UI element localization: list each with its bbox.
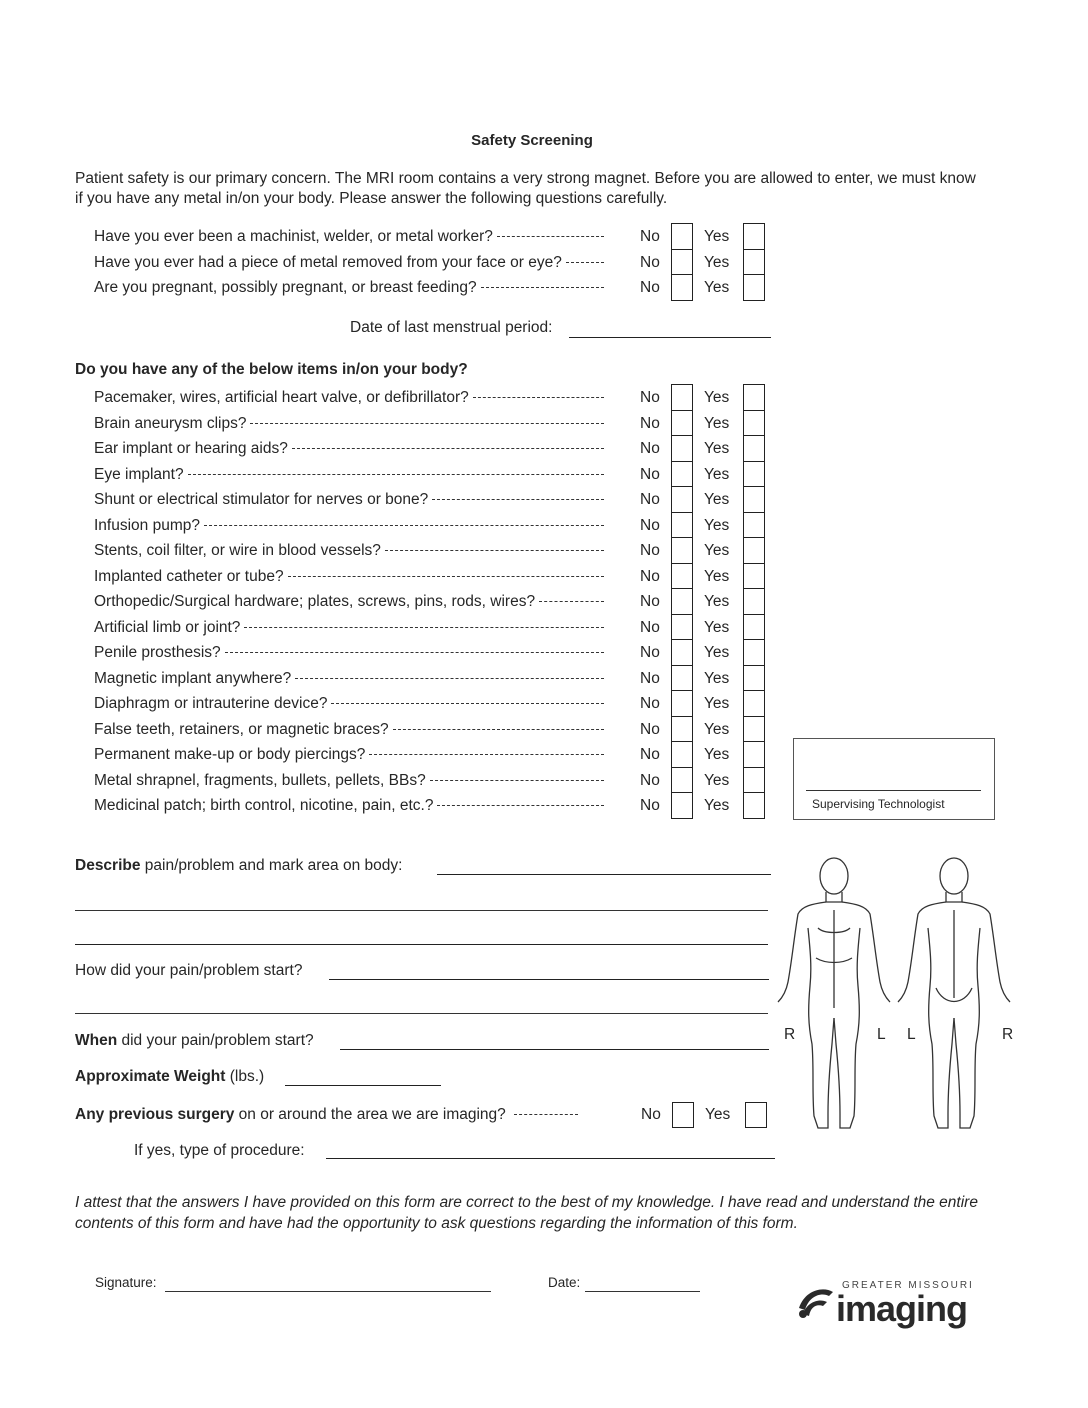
dotted-leader	[244, 627, 604, 628]
item-no-label: No	[640, 542, 660, 559]
surgery-yes-label: Yes	[705, 1106, 731, 1123]
technologist-signature-line	[806, 790, 981, 791]
describe-field-line-2[interactable]	[75, 910, 768, 911]
item-yes-label: Yes	[704, 465, 730, 483]
item-question-label: Penile prosthesis?	[94, 644, 221, 661]
dotted-leader	[188, 474, 604, 475]
item-yes-label: Yes	[704, 414, 730, 432]
item-no-label: No	[640, 771, 660, 789]
item-no-checkbox[interactable]	[671, 563, 693, 590]
logo-wordmark: imaging	[836, 1288, 968, 1329]
surgery-yes-checkbox[interactable]	[745, 1102, 767, 1128]
logo-tagline: GREATER MISSOURI	[842, 1280, 974, 1291]
body-front-figure	[778, 858, 890, 1128]
when-label: When did your pain/problem start?	[75, 1032, 314, 1049]
item-question-label: Permanent make-up or body piercings?	[94, 746, 366, 763]
item-question	[94, 593, 604, 611]
surgery-no-label: No	[641, 1106, 661, 1123]
item-question-label: Pacemaker, wires, artificial heart valve, or defibrillator?	[94, 389, 469, 406]
dotted-leader	[393, 729, 604, 730]
body-label-l-front: L	[877, 1026, 886, 1043]
item-no-label: No	[640, 567, 660, 585]
dotted-leader	[288, 576, 604, 577]
dotted-leader	[473, 397, 604, 398]
dotted-leader	[437, 805, 604, 806]
item-question	[94, 415, 604, 433]
item-yes-checkbox[interactable]	[743, 639, 765, 666]
item-no-checkbox[interactable]	[671, 410, 693, 437]
item-yes-checkbox[interactable]	[743, 512, 765, 539]
dotted-leader	[250, 423, 604, 424]
item-no-checkbox[interactable]	[671, 767, 693, 794]
body-label-l-back: L	[907, 1026, 916, 1043]
item-question	[94, 797, 604, 815]
how-field[interactable]	[329, 979, 769, 980]
item-yes-label: Yes	[704, 644, 730, 661]
item-no-label: No	[640, 516, 660, 534]
item-no-checkbox[interactable]	[671, 741, 693, 768]
page-title: Safety Screening	[471, 132, 593, 149]
item-no-checkbox[interactable]	[671, 665, 693, 692]
item-no-checkbox[interactable]	[671, 588, 693, 615]
item-yes-label: Yes	[704, 389, 730, 406]
item-question-label: Shunt or electrical stimulator for nerves or bone?	[94, 491, 429, 508]
item-yes-label: Yes	[704, 491, 730, 508]
surgery-no-checkbox[interactable]	[672, 1102, 694, 1128]
item-question	[94, 568, 604, 586]
item-question-label: Stents, coil filter, or wire in blood vessels?	[94, 542, 381, 559]
attestation-text: I attest that the answers I have provided on this form are correct to the best of my knowledge. I have read and understand the entire contents of this form and have had the opportunity to ask questions regarding the information of this form.	[75, 1194, 978, 1232]
item-question-label: Ear implant or hearing aids?	[94, 440, 288, 457]
item-no-label: No	[640, 593, 660, 610]
item-no-label: No	[640, 491, 660, 508]
item-question	[94, 721, 604, 739]
item-yes-label: Yes	[704, 797, 730, 814]
item-yes-checkbox[interactable]	[743, 461, 765, 488]
item-yes-checkbox[interactable]	[743, 690, 765, 717]
item-no-label: No	[640, 618, 660, 636]
item-question-label: Infusion pump?	[94, 516, 200, 534]
dotted-leader	[566, 262, 604, 263]
item-no-label: No	[640, 414, 660, 432]
weight-label: Approximate Weight (lbs.)	[75, 1068, 265, 1085]
signature-field[interactable]	[165, 1291, 491, 1292]
item-no-label: No	[640, 720, 660, 738]
intro-text: Patient safety is our primary concern. The MRI room contains a very strong magnet. Before you are allowed to enter, we must know if you have any metal in/on your body. Please answer the following questions carefully.	[75, 170, 976, 207]
item-question	[94, 772, 604, 790]
item-no-checkbox[interactable]	[671, 614, 693, 641]
item-no-checkbox[interactable]	[671, 384, 693, 411]
item-question-label: Implanted catheter or tube?	[94, 567, 284, 585]
item-yes-checkbox[interactable]	[743, 741, 765, 768]
dotted-leader	[385, 550, 604, 551]
general-yes-label: Yes	[704, 279, 730, 296]
signature-label: Signature:	[95, 1275, 157, 1290]
dotted-leader	[481, 287, 604, 288]
procedure-label: If yes, type of procedure:	[134, 1142, 305, 1159]
item-question	[94, 542, 604, 560]
item-no-checkbox[interactable]	[671, 639, 693, 666]
item-yes-checkbox[interactable]	[743, 563, 765, 590]
item-question-label: Metal shrapnel, fragments, bullets, pellets, BBs?	[94, 771, 426, 789]
item-question-label: Eye implant?	[94, 465, 184, 483]
item-yes-checkbox[interactable]	[743, 435, 765, 462]
item-yes-label: Yes	[704, 440, 730, 457]
item-no-checkbox[interactable]	[671, 690, 693, 717]
item-no-label: No	[640, 465, 660, 483]
item-question	[94, 389, 604, 407]
general-yes-checkbox[interactable]	[743, 249, 765, 276]
body-label-r-front: R	[784, 1026, 796, 1043]
item-no-checkbox[interactable]	[671, 486, 693, 513]
general-question	[94, 279, 604, 297]
item-no-label: No	[640, 746, 660, 763]
procedure-field[interactable]	[326, 1158, 775, 1159]
item-yes-label: Yes	[704, 542, 730, 559]
weight-field[interactable]	[285, 1085, 441, 1086]
item-yes-checkbox[interactable]	[743, 716, 765, 743]
dotted-leader	[430, 780, 604, 781]
item-yes-checkbox[interactable]	[743, 384, 765, 411]
general-no-checkbox[interactable]	[671, 274, 693, 301]
item-yes-label: Yes	[704, 618, 730, 636]
general-no-checkbox[interactable]	[671, 249, 693, 276]
how-label: How did your pain/problem start?	[75, 962, 303, 979]
general-question-label: Have you ever had a piece of metal removed from your face or eye?	[94, 253, 562, 271]
item-no-checkbox[interactable]	[671, 461, 693, 488]
item-question-label: False teeth, retainers, or magnetic braces?	[94, 720, 389, 738]
general-question	[94, 254, 604, 272]
item-yes-checkbox[interactable]	[743, 767, 765, 794]
dotted-leader	[225, 652, 604, 653]
surgery-label: Any previous surgery on or around the area we are imaging?	[75, 1106, 578, 1124]
dotted-leader	[292, 448, 604, 449]
item-no-checkbox[interactable]	[671, 792, 693, 819]
describe-field-line-3[interactable]	[75, 944, 768, 945]
item-yes-label: Yes	[704, 771, 730, 789]
dotted-leader	[295, 678, 604, 679]
general-no-checkbox[interactable]	[671, 223, 693, 250]
item-question	[94, 466, 604, 484]
item-question	[94, 670, 604, 688]
date-label: Date:	[548, 1275, 581, 1290]
general-no-label: No	[640, 279, 660, 296]
item-yes-checkbox[interactable]	[743, 665, 765, 692]
general-question	[94, 228, 604, 246]
item-no-label: No	[640, 440, 660, 457]
general-yes-checkbox[interactable]	[743, 223, 765, 250]
item-yes-label: Yes	[704, 516, 730, 534]
item-question	[94, 644, 604, 662]
item-no-label: No	[640, 669, 660, 687]
item-question-label: Brain aneurysm clips?	[94, 414, 247, 432]
dotted-leader	[432, 499, 604, 500]
item-no-label: No	[640, 797, 660, 814]
dotted-leader	[539, 601, 604, 602]
logo-mark-icon	[795, 1284, 835, 1318]
item-question-label: Magnetic implant anywhere?	[94, 669, 292, 687]
general-question-label: Are you pregnant, possibly pregnant, or breast feeding?	[94, 279, 477, 296]
item-yes-label: Yes	[704, 669, 730, 687]
supervising-technologist-label: Supervising Technologist	[812, 797, 945, 811]
body-back-figure	[898, 858, 1010, 1128]
item-question-label: Medicinal patch; birth control, nicotine, pain, etc.?	[94, 797, 434, 814]
items-heading: Do you have any of the below items in/on your body?	[75, 361, 468, 378]
general-yes-checkbox[interactable]	[743, 274, 765, 301]
item-no-checkbox[interactable]	[671, 435, 693, 462]
item-no-checkbox[interactable]	[671, 716, 693, 743]
when-field[interactable]	[340, 1049, 769, 1050]
item-no-checkbox[interactable]	[671, 537, 693, 564]
item-yes-checkbox[interactable]	[743, 410, 765, 437]
describe-field[interactable]	[437, 874, 771, 875]
item-yes-label: Yes	[704, 593, 730, 610]
general-yes-label: Yes	[704, 228, 730, 245]
item-yes-label: Yes	[704, 567, 730, 585]
general-question-label: Have you ever been a machinist, welder, or metal worker?	[94, 228, 493, 245]
item-question	[94, 619, 604, 637]
describe-label: Describe pain/problem and mark area on body:	[75, 857, 403, 874]
how-field-line-2[interactable]	[75, 1013, 768, 1014]
date-field[interactable]	[585, 1291, 700, 1292]
general-no-label: No	[640, 253, 660, 271]
item-yes-label: Yes	[704, 746, 730, 763]
item-question-label: Diaphragm or intrauterine device?	[94, 695, 328, 712]
item-no-label: No	[640, 389, 660, 406]
dotted-leader	[204, 525, 604, 526]
item-no-label: No	[640, 695, 660, 712]
item-question-label: Orthopedic/Surgical hardware; plates, screws, pins, rods, wires?	[94, 593, 536, 610]
dotted-leader	[369, 754, 604, 755]
menstrual-date-field[interactable]	[569, 337, 771, 338]
general-no-label: No	[640, 228, 660, 245]
item-yes-checkbox[interactable]	[743, 588, 765, 615]
item-yes-label: Yes	[704, 695, 730, 712]
body-label-r-back: R	[1002, 1026, 1014, 1043]
item-question-label: Artificial limb or joint?	[94, 618, 241, 636]
item-no-checkbox[interactable]	[671, 512, 693, 539]
item-question	[94, 746, 604, 764]
item-yes-checkbox[interactable]	[743, 614, 765, 641]
item-yes-checkbox[interactable]	[743, 537, 765, 564]
item-question	[94, 440, 604, 458]
item-no-label: No	[640, 644, 660, 661]
item-question	[94, 491, 604, 509]
item-question	[94, 517, 604, 535]
item-yes-checkbox[interactable]	[743, 792, 765, 819]
item-question	[94, 695, 604, 713]
dotted-leader	[331, 703, 604, 704]
general-yes-label: Yes	[704, 253, 730, 271]
body-diagram[interactable]	[772, 848, 1022, 1138]
dotted-leader	[497, 236, 604, 237]
item-yes-checkbox[interactable]	[743, 486, 765, 513]
menstrual-label: Date of last menstrual period:	[350, 319, 553, 336]
item-yes-label: Yes	[704, 720, 730, 738]
